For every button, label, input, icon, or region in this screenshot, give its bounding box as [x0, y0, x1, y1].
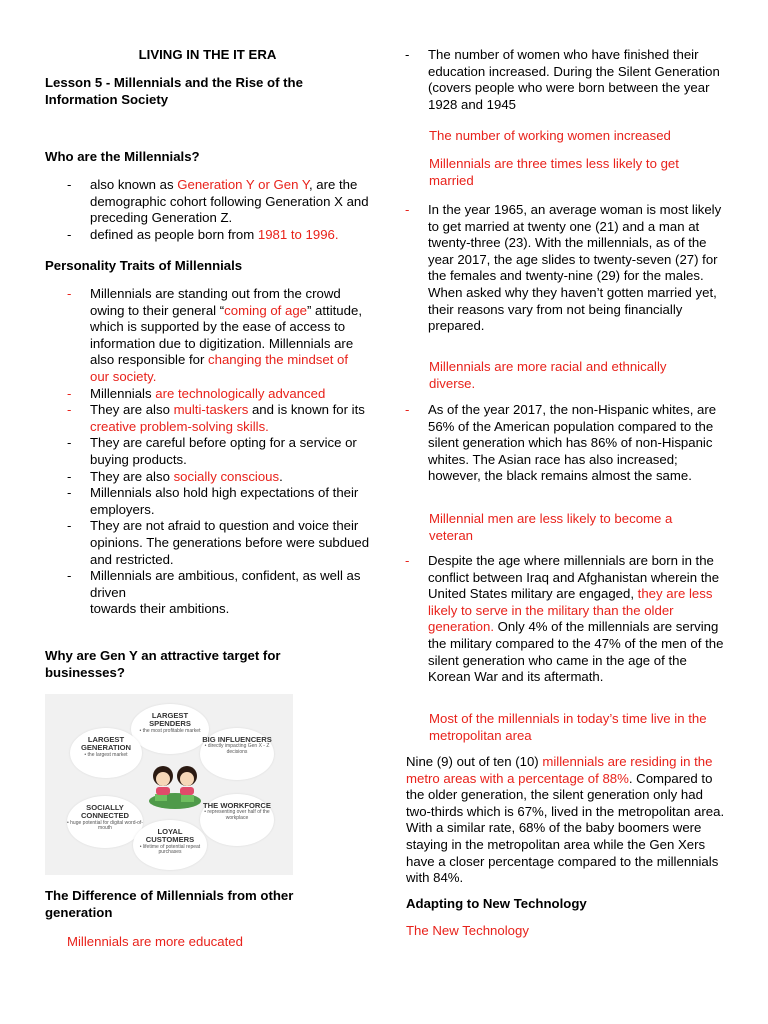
list-item: - The number of women who have finished their education increased. During the Silent Generation (covers people who were born between the year 1928 and 1945: [405, 47, 720, 112]
list-item: - also known as Generation Y or Gen Y, are the demographic cohort following Generation X and preceding Generation Z.: [67, 177, 369, 226]
list-item: - Millennials are standing out from the crowd owing to their general “coming of age” attitude, which is supported by the ease of access to information due to digitization. Millennials are also responsible for changing the mindset of our society.: [67, 286, 362, 384]
list-item: - Millennials are ambitious, confident, as well as driven towards their ambitions.: [67, 568, 361, 617]
bubble-largest-generation: LARGEST GENERATION • the largest market: [70, 728, 142, 778]
who-heading: Who are the Millennials?: [45, 149, 200, 164]
metro-paragraph: Nine (9) out of ten (10) millennials are residing in the metro areas with a percentage of 88%. Compared to the older generation, the silent generation only had two-thirds which is 67%, lived in the metropolitan area. With a similar rate, 68% of the baby boomers were staying in the metropolitan area while the Gen Xers have a closer percentage compared to the millennials with 84%.: [406, 754, 725, 886]
gen-y-infographic: [45, 694, 293, 875]
new-technology-subheading: The New Technology: [406, 923, 529, 938]
lesson-title: Lesson 5 - Millennials and the Rise of the Information Society: [45, 75, 303, 107]
list-item: - They are not afraid to question and voice their opinions. The generations before were subdued and restricted.: [67, 518, 370, 567]
why-heading: Why are Gen Y an attractive target for businesses?: [45, 648, 281, 680]
traits-heading: Personality Traits of Millennials: [45, 258, 243, 273]
list-item: - Millennials also hold high expectations of their employers.: [67, 485, 359, 517]
list-item: - They are also multi-taskers and is known for its creative problem-solving skills.: [67, 402, 365, 434]
tech-heading: Adapting to New Technology: [406, 896, 587, 911]
education-list: [383, 47, 726, 113]
list-item: - They are also socially conscious.: [67, 468, 283, 484]
more-educated-subheading: Millennials are more educated: [67, 934, 243, 949]
list-item: - They are careful before opting for a service or buying products.: [67, 435, 357, 467]
millennials-illustration-icon: [145, 756, 205, 812]
list-item: - defined as people born from 1981 to 1996.: [67, 226, 339, 242]
veteran-list: [383, 553, 726, 686]
married-list: [383, 202, 726, 335]
bubble-the-workforce: THE WORKFORCE • representing over half of the workplace: [200, 794, 274, 846]
list-item: - Millennials are technologically advanced: [67, 385, 326, 401]
working-women-heading: The number of working women increased: [429, 128, 671, 143]
traits-list: [45, 286, 370, 618]
who-list: [45, 177, 370, 243]
bubble-largest-spenders: LARGEST SPENDERS • the most profitable market: [131, 704, 209, 754]
difference-heading: The Difference of Millennials from other generation: [45, 888, 294, 920]
document-title: LIVING IN THE IT ERA: [138, 47, 277, 62]
list-item: - Despite the age where millennials are born in the conflict between Iraq and Afghanistan wherein the United States military are engaged, they are less likely to serve in the military than the older generation. Only 4% of the millennials are serving the military compared to the 47% of the men of the silent generation who came in the age of the Korean War and its aftermath.: [405, 553, 724, 685]
married-heading: Millennials are three times less likely to get married: [429, 156, 679, 188]
bubble-loyal-customers: LOYAL CUSTOMERS • lifetime of potential repeat purchases: [133, 820, 207, 870]
left-column: [45, 0, 370, 949]
racial-heading: Millennials are more racial and ethnically diverse.: [429, 359, 667, 391]
bubble-socially-connected: SOCIALLY CONNECTED • huge potential for digital word-of-mouth: [67, 796, 143, 848]
bubble-big-influencers: BIG INFLUENCERS • directly impacting Gen X - Z decisions: [200, 728, 274, 780]
list-item: - In the year 1965, an average woman is most likely to get married at twenty one (21) and a man at twenty-three (23). With the millennials, as of the year 2017, the age slides to twenty-seven (27) for the females and twenty-nine (29) for the males. When asked why they haven’t gotten married yet, their reasons vary from not being financially prepared.: [405, 202, 722, 334]
list-item: - As of the year 2017, the non-Hispanic whites, are 56% of the American population compared to the silent generation which has 86% of non-Hispanic whites. The Asian race has also increased; however, the black remains almost the same.: [405, 402, 717, 484]
racial-list: [383, 402, 726, 485]
veteran-heading: Millennial men are less likely to become a veteran: [429, 511, 673, 543]
metro-heading: Most of the millennials in today’s time live in the metropolitan area: [429, 711, 707, 743]
